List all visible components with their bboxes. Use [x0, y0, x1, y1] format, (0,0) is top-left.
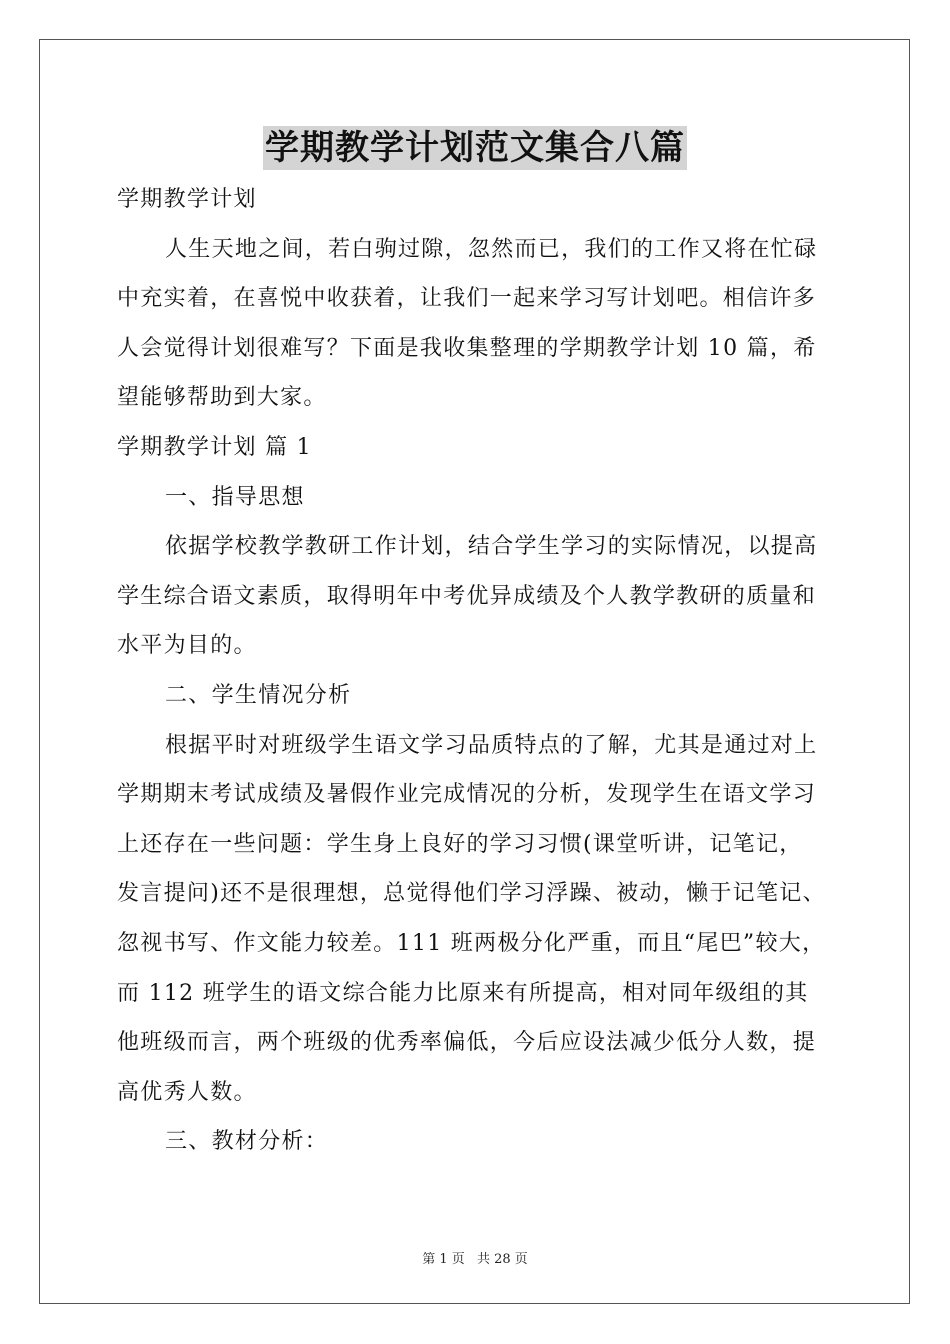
text-line: 水平为目的。	[117, 633, 257, 659]
text-line: 依据学校教学教研工作计划，结合学生学习的实际情况，以提高	[165, 534, 818, 560]
text-line: 学期教学计划 篇 1	[117, 434, 312, 460]
text-line: 上还存在一些问题：学生身上良好的学习习惯(课堂听讲，记笔记，	[117, 831, 803, 857]
text-line: 学期期末考试成绩及暑假作业完成情况的分析，发现学生在语文学习	[117, 782, 817, 808]
document-body	[117, 180, 837, 1172]
text-line: 学期教学计划	[117, 187, 257, 212]
text-line: 他班级而言，两个班级的优秀率偏低，今后应设法减少低分人数，提	[117, 1030, 817, 1056]
page-footer	[0, 1248, 950, 1267]
text-line: 忽视书写、作文能力较差。111 班两极分化严重，而且“尾巴”较大，	[117, 930, 826, 956]
text-line: 而 112 班学生的语文综合能力比原来有所提高，相对同年级组的其	[117, 980, 809, 1006]
text-line: 高优秀人数。	[117, 1079, 257, 1105]
text-line: 望能够帮助到大家。	[117, 385, 327, 411]
text-line: 学生综合语文素质，取得明年中考优异成绩及个人教学教研的质量和	[117, 583, 817, 609]
text-line: 人生天地之间，若白驹过隙，忽然而已，我们的工作又将在忙碌	[165, 236, 818, 262]
title-container	[0, 126, 950, 170]
page-number: 第 1 页	[422, 1252, 465, 1267]
text-line: 根据平时对班级学生语文学习品质特点的了解，尤其是通过对上	[165, 732, 818, 758]
document-title: 学期教学计划范文集合八篇	[265, 128, 685, 168]
page-total: 共 28 页	[476, 1252, 528, 1267]
text-line: 三、教材分析：	[165, 1129, 329, 1155]
text-line: 发言提问)还不是很理想，总觉得他们学习浮躁、被动，懒于记笔记、	[117, 881, 826, 907]
text-line: 一、指导思想	[165, 484, 305, 510]
text-line: 二、学生情况分析	[165, 682, 352, 708]
text-line: 人会觉得计划很难写？下面是我收集整理的学期教学计划 10 篇，希	[117, 335, 817, 361]
text-line: 中充实着，在喜悦中收获着，让我们一起来学习写计划吧。相信许多	[117, 286, 817, 312]
